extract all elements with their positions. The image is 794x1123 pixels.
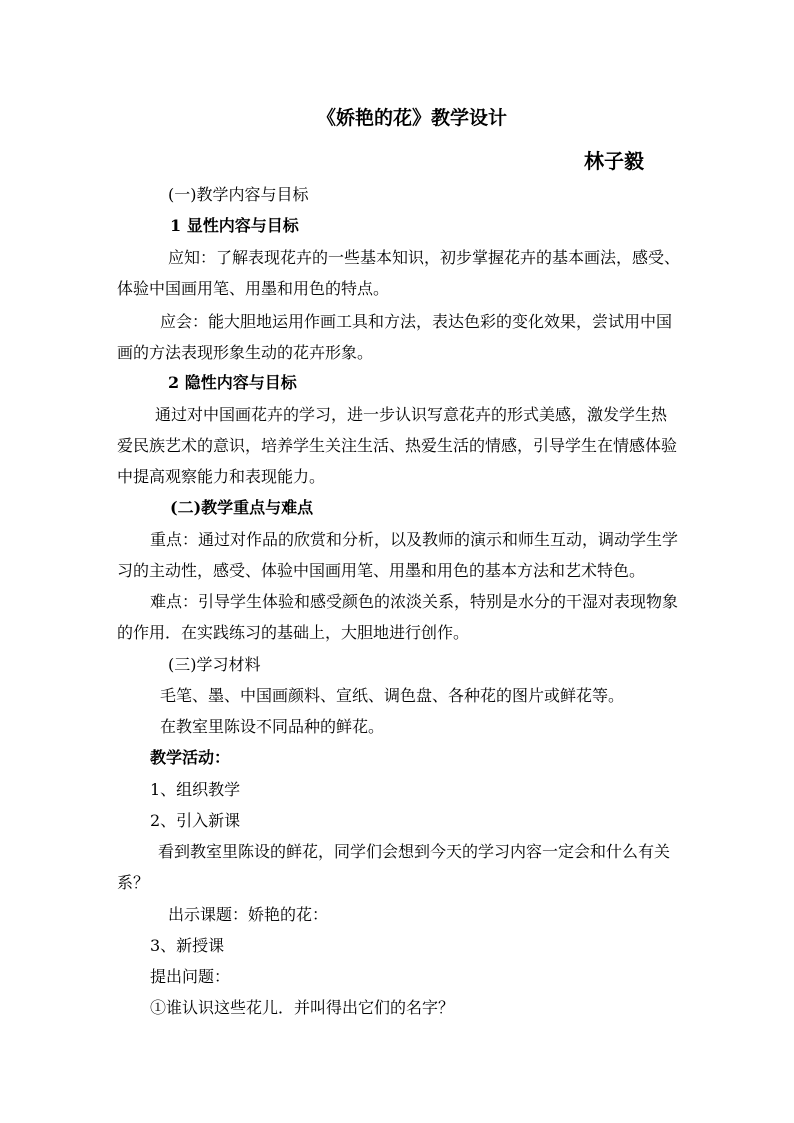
paragraph-line: 画的方法表现形象生动的花卉形象。 (117, 343, 374, 362)
paragraph-line: 通过对中国画花卉的学习，进一步认识写意花卉的形式美感，激发学生热 (155, 405, 668, 424)
paragraph-line: 毛笔、墨、中国画颜料、宣纸、调色盘、各种花的图片或鲜花等。 (160, 686, 625, 705)
section-heading-1: (一)教学内容与目标 (168, 185, 309, 204)
paragraph-line: 应知：了解表现花卉的一些基本知识，初步掌握花卉的基本画法，感受、 (168, 248, 681, 267)
paragraph-line: 在教室里陈设不同品种的鲜花。 (160, 717, 385, 736)
paragraph-line: 提出问题： (150, 967, 231, 986)
subsection-heading-2: 2 隐性内容与目标 (168, 373, 297, 392)
list-item: 3、新授课 (150, 936, 225, 955)
paragraph-line: 重点：通过对作品的欣赏和分析，以及教师的演示和师生互动，调动学生学 (150, 530, 679, 549)
author-name: 林子毅 (584, 149, 644, 173)
paragraph-line: 中提高观察能力和表现能力。 (117, 467, 326, 486)
question-line: ①谁认识这些花儿．并叫得出它们的名字？ (150, 998, 455, 1017)
activities-heading: 教学活动： (150, 748, 231, 767)
list-item: 2、引入新课 (150, 811, 241, 830)
section-heading-2: (二)教学重点与难点 (170, 498, 314, 517)
paragraph-line: 应会：能大胆地运用作画工具和方法，表达色彩的变化效果，尝试用中国 (160, 312, 673, 331)
subsection-heading-1: 1 显性内容与目标 (170, 216, 299, 235)
paragraph-line: 爱民族艺术的意识，培养学生关注生活、热爱生活的情感，引导学生在情感体验 (117, 436, 678, 455)
paragraph-line: 看到教室里陈设的鲜花，同学们会想到今天的学习内容一定会和什么有关 (158, 842, 671, 861)
paragraph-line: 体验中国画用笔、用墨和用色的特点。 (117, 279, 390, 298)
document-title: 《娇艳的花》教学设计 (317, 107, 508, 129)
paragraph-line: 的作用．在实践练习的基础上，大胆地进行创作。 (117, 623, 470, 642)
paragraph-line: 系？ (117, 873, 150, 892)
section-heading-3: (三)学习材料 (168, 655, 261, 674)
paragraph-line: 难点：引导学生体验和感受颜色的浓淡关系，特别是水分的干湿对表现物象 (150, 592, 679, 611)
list-item: 1、组织教学 (150, 780, 241, 799)
paragraph-line: 出示课题：娇艳的花： (168, 905, 329, 924)
paragraph-line: 习的主动性，感受、体验中国画用笔、用墨和用色的基本方法和艺术特色。 (117, 561, 646, 580)
